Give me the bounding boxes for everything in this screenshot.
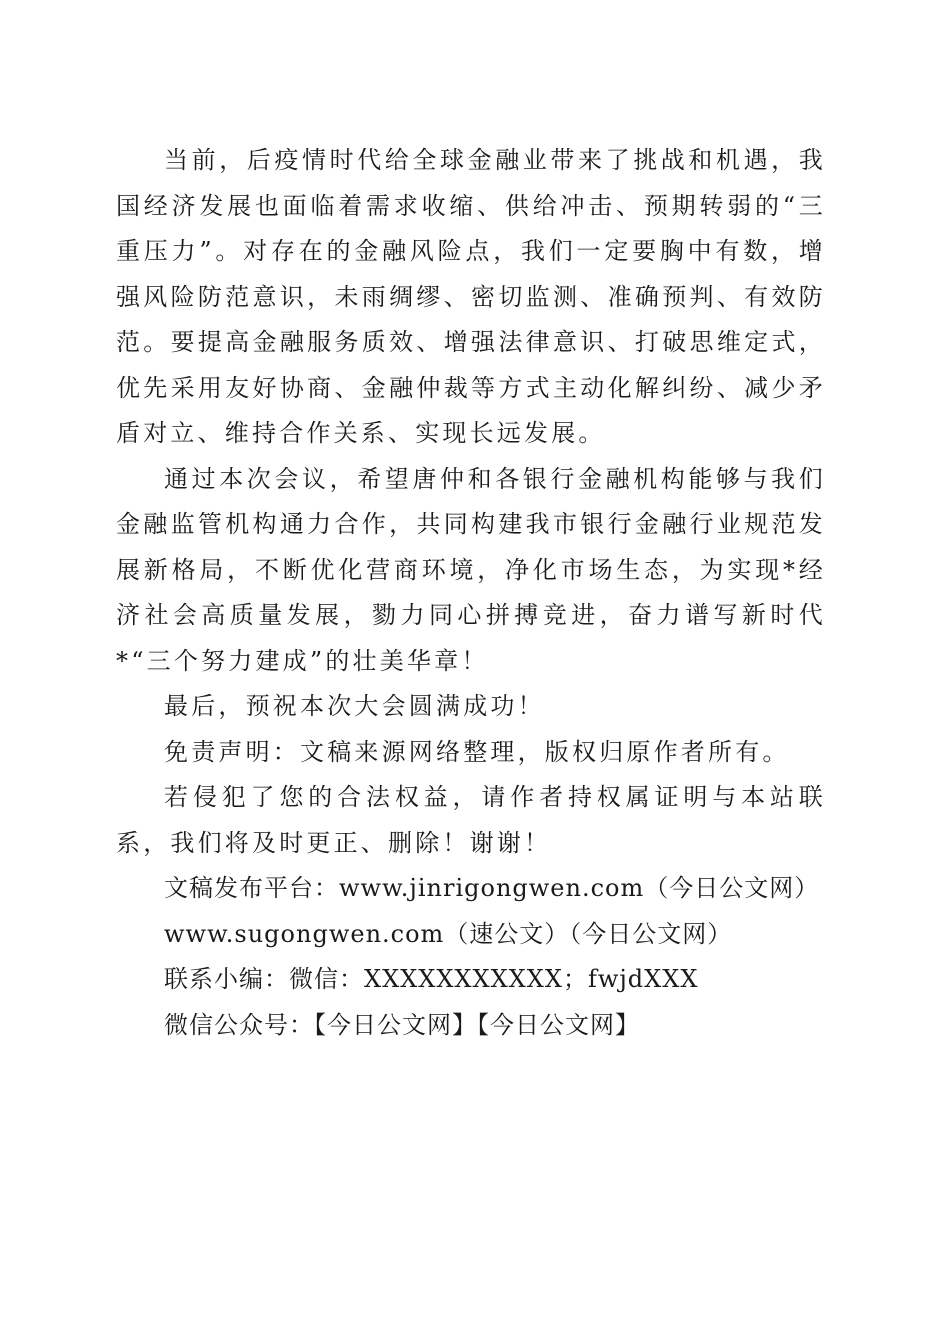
paragraph-meeting-hopes: 通过本次会议，希望唐仲和各银行金融机构能够与我们金融监管机构通力合作，共同构建我市银行金融行业规范发展新格局，不断优化营商环境，净化市场生态，为实现*经济社会高质量发展，勠力同心拼搏竞进，奋力谱写新时代*“三个努力建成”的壮美华章！ — [116, 464, 826, 675]
publish-platform-line: 文稿发布平台：www.jinrigongwen.com（今日公文网） — [164, 874, 820, 902]
document-body — [116, 138, 826, 1048]
wechat-account-line: 微信公众号：【今日公文网】【今日公文网】 — [164, 1010, 640, 1039]
contact-editor-line: 联系小编：微信：XXXXXXXXXXX；fwjdXXX — [164, 965, 699, 993]
paragraph-current-situation: 当前，后疫情时代给全球金融业带来了挑战和机遇，我国经济发展也面临着需求收缩、供给冲击、预期转弱的“三重压力”。对存在的金融风险点，我们一定要胸中有数，增强风险防范意识，未雨绸缪、密切监测、准确预判、有效防范。要提高金融服务质效、增强法律意识、打破思维定式，优先采用友好协商、金融仲裁等方式主动化解纠纷、减少矛盾对立、维持合作关系、实现长远发展。 — [116, 146, 826, 447]
paragraph-infringement-notice: 若侵犯了您的合法权益，请作者持权属证明与本站联系，我们将及时更正、删除！谢谢！ — [116, 783, 826, 857]
paragraph-closing-wish: 最后，预祝本次大会圆满成功！ — [164, 692, 545, 720]
site-url-line: www.sugongwen.com（速公文）（今日公文网） — [164, 919, 733, 948]
paragraph-disclaimer: 免责声明：文稿来源网络整理，版权归原作者所有。 — [164, 737, 790, 766]
